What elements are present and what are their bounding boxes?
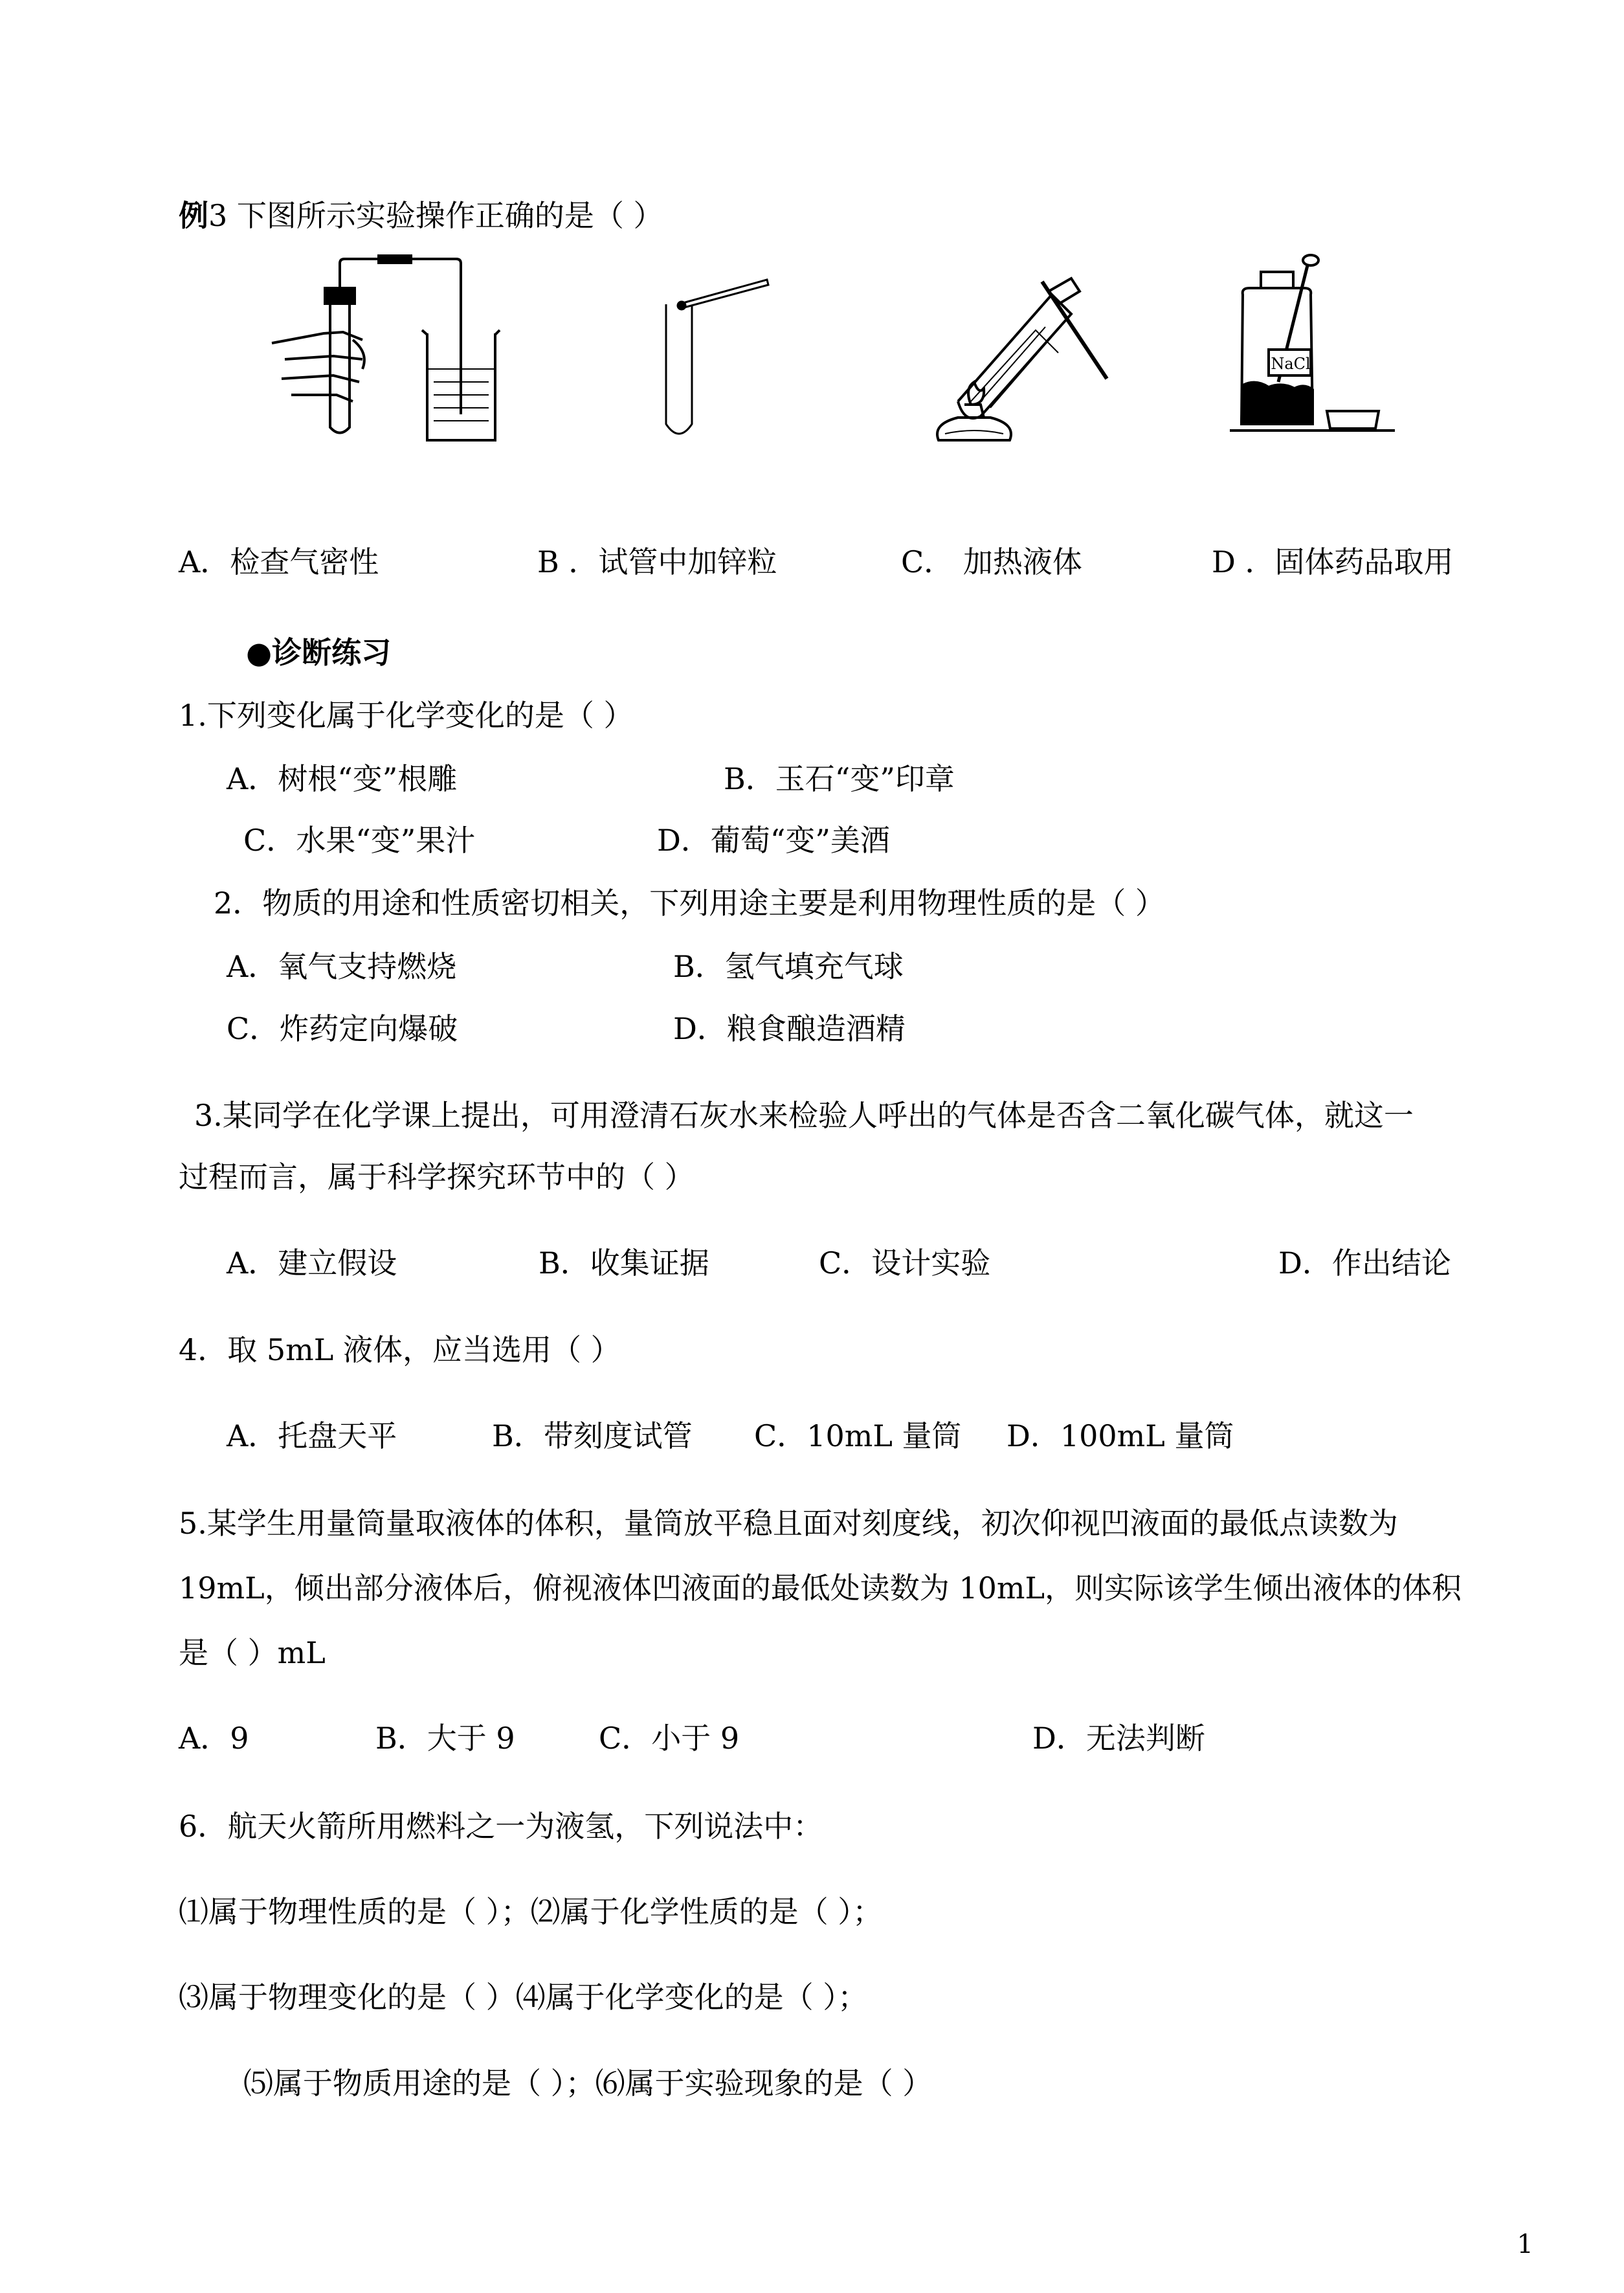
example-label: 例 [179, 198, 208, 233]
q1-stem: 1.下列变化属于化学变化的是（ ） [179, 698, 634, 733]
q3-option-b: B．收集证据 [539, 1246, 709, 1281]
q5-option-b: B．大于 9 [375, 1721, 515, 1756]
example3-stem: 3 下图所示实验操作正确的是（ ） [208, 198, 663, 233]
q6-line2: ⑶属于物理变化的是（ ）⑷属于化学变化的是（ ）； [179, 1980, 868, 2015]
q2-stem: 2．物质的用途和性质密切相关，下列用途主要是利用物理性质的是（ ） [214, 886, 1165, 921]
q4-option-b: B．带刻度试管 [492, 1418, 693, 1453]
q6-line3: ⑸属于物质用途的是（ ）；⑹属于实验现象的是（ ） [243, 2066, 933, 2101]
q5-option-c: C．小于 9 [599, 1721, 740, 1756]
example3-option-b: B ．试管中加锌粒 [537, 544, 777, 579]
q2-option-b: B．氢气填充气球 [673, 949, 904, 984]
q3-option-c: C．设计实验 [819, 1246, 991, 1281]
q6-stem: 6．航天火箭所用燃料之一为液氢，下列说法中： [179, 1809, 823, 1844]
q1-option-b: B．玉石“变”印章 [724, 761, 955, 796]
figure-solid-reagent [1230, 252, 1398, 434]
figure-zinc-into-test-tube [657, 272, 786, 440]
q5-option-a: A．9 [179, 1721, 249, 1756]
q4-option-c: C．10mL 量筒 [754, 1418, 962, 1453]
q3-option-d: D．作出结论 [1278, 1246, 1451, 1281]
q3-stem-line1: 3.某同学在化学课上提出，可用澄清石灰水来检验人呼出的气体是否含二氧化碳气体，就这一 [194, 1098, 1414, 1133]
example3-option-c: C． 加热液体 [901, 544, 1082, 579]
section-title: ●诊断练习 [246, 635, 392, 670]
q3-stem-line2: 过程而言，属于科学探究环节中的（ ） [179, 1159, 695, 1194]
example3-option-d: D ．固体药品取用 [1212, 544, 1454, 579]
q4-option-a: A．托盘天平 [227, 1418, 397, 1453]
q2-option-d: D．粮食酿造酒精 [673, 1011, 906, 1046]
q2-option-c: C．炸药定向爆破 [227, 1011, 458, 1046]
figure-airtightness-check [272, 256, 492, 443]
example3-question [179, 198, 663, 233]
figure-heating-liquid [919, 256, 1113, 443]
q5-stem-line1: 5.某学生用量筒量取液体的体积，量筒放平稳且面对刻度线，初次仰视凹液面的最低点读数为 [179, 1506, 1398, 1541]
q2-option-a: A．氧气支持燃烧 [227, 949, 457, 984]
q4-stem: 4．取 5mL 液体，应当选用（ ） [179, 1332, 621, 1367]
q1-option-c: C．水果“变”果汁 [243, 823, 476, 858]
q5-stem-line2: 19mL，倾出部分液体后，俯视液体凹液面的最低处读数为 10mL，则实际该学生倾出液体的体积 [179, 1571, 1462, 1605]
example3-option-a: A．检查气密性 [179, 544, 379, 579]
q3-option-a: A．建立假设 [227, 1246, 397, 1281]
q1-option-a: A．树根“变”根雕 [227, 761, 458, 796]
q4-option-d: D．100mL 量筒 [1007, 1418, 1234, 1453]
q5-stem-line3: 是（ ）mL [179, 1635, 326, 1670]
q5-option-d: D．无法判断 [1032, 1721, 1205, 1756]
page-number: 1 [1517, 2230, 1533, 2259]
nacl-label: NaCl [1271, 355, 1311, 373]
q6-line1: ⑴属于物理性质的是（ ）；⑵属于化学性质的是（ ）； [179, 1894, 883, 1929]
q1-option-d: D．葡萄“变”美酒 [657, 823, 890, 858]
